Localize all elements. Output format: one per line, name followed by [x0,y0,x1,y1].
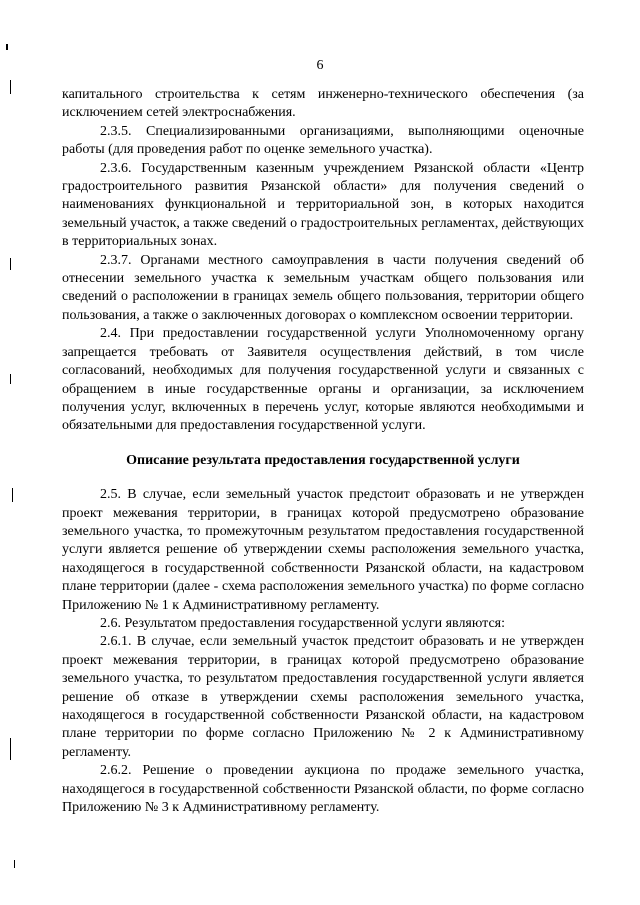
scan-mark-4 [12,488,13,502]
paragraph-intro: капитального строительства к сетям инженерно-технического обеспечения (за исключением сетей электроснабжения. [62,87,584,121]
scan-mark-1 [10,80,11,94]
section-heading: Описание результата предоставления государственной услуги [126,452,520,468]
paragraph-2-3-7: 2.3.7. Органами местного самоуправления в части получения сведений об отнесении земельного участка к земельным участкам общего пользования или сведений о расположении в границах земель общего пользования, территории общего пользования, а также о заключенных договорах о комплексном освоении территории. [62,252,584,323]
paragraph-2-6: 2.6. Результатом предоставления государственной услуги являются: [100,615,505,631]
scan-mark-3 [10,374,11,384]
paragraph-2-6-2: 2.6.2. Решение о проведении аукциона по продаже земельного участка, находящегося в государственной собственности Рязанской области, по форме согласно Приложению № 3 к Административному регламенту. [62,763,584,816]
paragraph-2-5: 2.5. В случае, если земельный участок предстоит образовать и не утвержден проект межевания территории, в границах которой предусмотрено образование земельного участка, то промежуточным результатом предоставления государственной услуги является решение об утверждении схемы расположения земельного участка, находящегося в государственной собственности Рязанской области, на кадастровом плане территории (далее - схема расположения земельного участка) по форме согласно Приложению № 1 к Административному регламенту. [62,487,584,613]
scan-mark-6 [14,860,15,868]
page-number: 6 [316,58,324,73]
paragraph-2-3-5: 2.3.5. Специализированными организациями, выполняющими оценочные работы (для проведения работ по оценке земельного участка). [62,123,584,158]
scan-mark-2 [10,258,11,270]
scan-mark-5 [10,738,11,760]
document-body [62,86,584,817]
paragraph-2-3-6: 2.3.6. Государственным казенным учреждением Рязанской области «Центр градостроительного развития Рязанской области» для получения сведений о наименованиях функциональной и территориальной зон, в которых находится земельный участок, а также сведений о градостроительных регламентах, действующих в территориальных зонах. [62,160,584,250]
paragraph-2-4: 2.4. При предоставлении государственной услуги Уполномоченному органу запрещается требовать от Заявителя осуществления действий, в том числе согласований, необходимых для получения государственной услуги и связанных с обращением в иные государственные органы и организации, за исключением получения услуг, включенных в перечень услуг, которые являются необходимыми и обязательными для предоставления государственной услуги. [62,326,584,434]
paragraph-2-6-1: 2.6.1. В случае, если земельный участок предстоит образовать и не утвержден проект межевания территории, в границах которой предусмотрено образование земельного участка, то результатом предоставления государственной услуги является решение об отказе в утверждении схемы расположения земельного участка, находящегося в государственной собственности Рязанской области, на кадастровом плане территории по форме согласно Приложению № 2 к Административному регламенту. [62,634,584,760]
scan-mark-top [6,44,8,50]
